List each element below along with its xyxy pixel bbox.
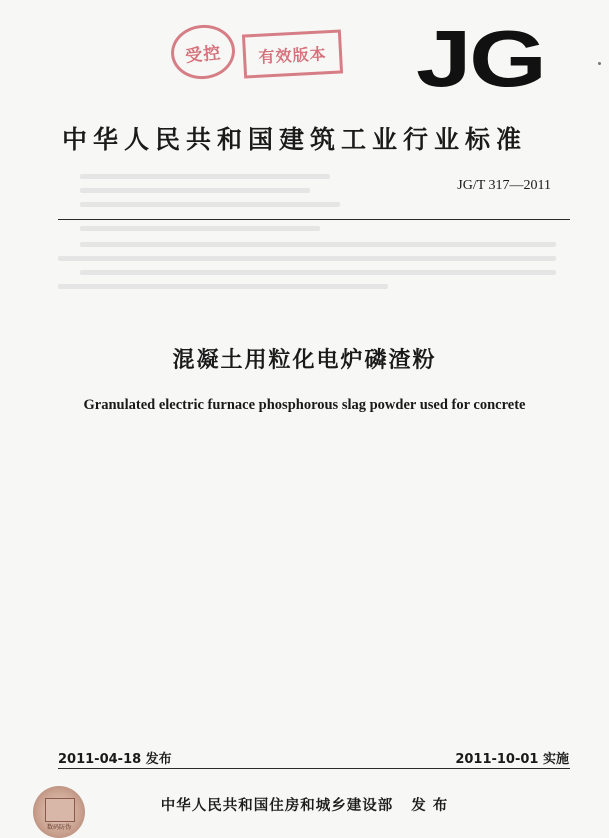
document-title-english: Granulated electric furnace phosphorous slag powder used for concrete	[83, 397, 526, 413]
anti-counterfeit-label: 数码防伪	[46, 824, 71, 831]
issue-date: 2011-04-18 发布	[58, 752, 172, 767]
valid-copy-stamp	[242, 29, 343, 78]
publisher-action: 发 布	[411, 798, 449, 814]
speck	[598, 62, 601, 65]
implementation-date: 2011-10-01 实施	[455, 752, 569, 767]
jg-logo: JG	[416, 14, 545, 103]
standard-number: JG/T 317—2011	[457, 178, 551, 193]
publisher-line	[0, 794, 609, 815]
standard-title: 中华人民共和国建筑工业行业标准	[62, 125, 528, 154]
bottom-divider	[58, 768, 570, 769]
controlled-stamp	[168, 22, 237, 82]
publisher-name: 中华人民共和国住房和城乡建设部	[160, 798, 394, 814]
controlled-stamp-text: 受控	[184, 42, 223, 67]
top-divider	[58, 219, 570, 220]
document-title-chinese: 混凝土用粒化电炉磷渣粉	[172, 348, 437, 373]
valid-copy-stamp-text: 有效版本	[258, 43, 328, 67]
